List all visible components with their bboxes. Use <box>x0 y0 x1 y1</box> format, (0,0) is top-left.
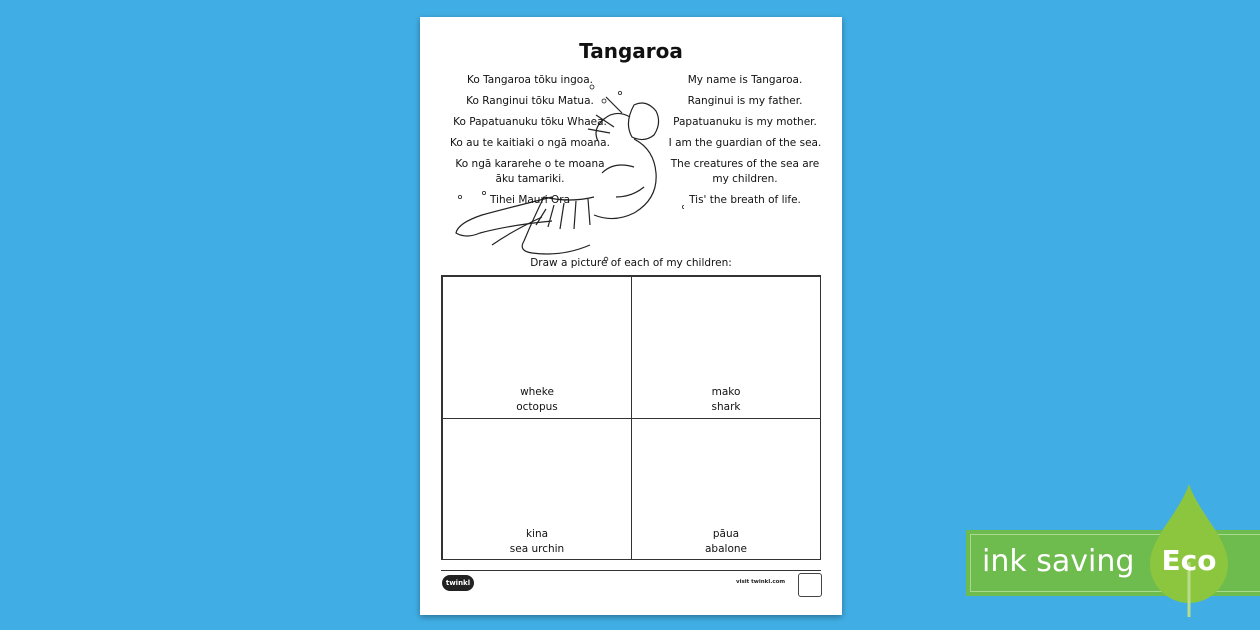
drawing-instruction: Draw a picture of each of my children: <box>530 257 732 269</box>
maori-line-2: Ko Ranginui tōku Matua. <box>466 95 594 107</box>
visit-link[interactable]: visit twinkl.com <box>736 579 786 585</box>
english-line-5: The creatures of the sea are <box>670 158 820 170</box>
ink-saving-label: ink saving <box>982 544 1135 579</box>
maori-line-3: Ko Papatuanuku tōku Whaea. <box>453 116 607 128</box>
drawing-cell-mako[interactable] <box>631 276 821 419</box>
english-line-4: I am the guardian of the sea. <box>668 137 822 149</box>
eco-label: Eco <box>1161 544 1217 577</box>
maori-line-7: Tihei Mauri Ora <box>489 194 571 206</box>
english-line-6: my children. <box>712 173 778 185</box>
cell-label-maori: wheke <box>520 386 554 398</box>
maori-line-4: Ko au te kaitiaki o ngā moana. <box>450 137 610 149</box>
drawing-cell-paua[interactable] <box>631 418 821 560</box>
footer-divider <box>441 570 821 571</box>
english-line-2: Ranginui is my father. <box>687 95 803 107</box>
cell-label-english: octopus <box>516 401 558 413</box>
twinkl-logo: twinkl <box>442 575 474 591</box>
quality-badge-icon <box>798 573 822 597</box>
drawing-cell-kina[interactable] <box>442 418 632 560</box>
cell-label-english: sea urchin <box>509 543 565 555</box>
drawing-cell-wheke[interactable] <box>442 276 632 419</box>
maori-line-5: Ko ngā kararehe o te moana <box>455 158 605 170</box>
drawing-grid <box>441 275 821 560</box>
cell-label-maori: pāua <box>712 528 740 540</box>
cell-label-maori: kina <box>525 528 549 540</box>
cell-label-english: shark <box>711 401 741 413</box>
cell-label-english: abalone <box>705 543 747 555</box>
english-line-1: My name is Tangaroa. <box>687 74 803 86</box>
cell-label-maori: mako <box>711 386 741 398</box>
worksheet-page <box>420 17 842 615</box>
maori-line-1: Ko Tangaroa tōku ingoa. <box>467 74 593 86</box>
english-line-3: Papatuanuku is my mother. <box>673 116 817 128</box>
worksheet-title: Tangaroa <box>579 39 683 63</box>
maori-line-6: āku tamariki. <box>495 173 565 185</box>
english-line-7: Tis' the breath of life. <box>689 194 801 206</box>
